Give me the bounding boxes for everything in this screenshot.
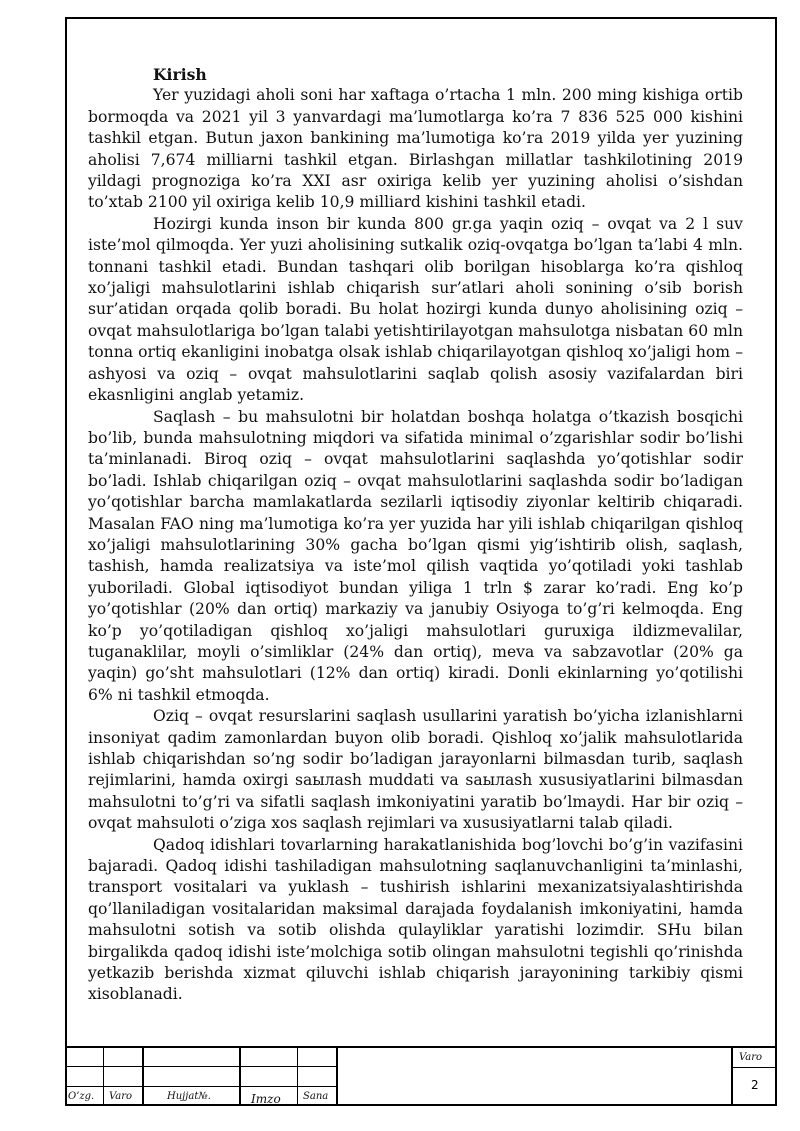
stamp-col-line: [336, 1046, 338, 1106]
stamp-label-ozg: O’zg.: [68, 1091, 95, 1102]
stamp-border-top: [65, 1046, 777, 1048]
stamp-label-imzo: Imzo: [251, 1092, 281, 1106]
section-heading: Kirish: [153, 65, 207, 84]
stamp-row-line: [732, 1067, 777, 1068]
stamp-label-varo: Varo: [109, 1091, 133, 1102]
stamp-label-varo-right: Varo: [739, 1052, 763, 1063]
paragraph: Qadoq idishlari tovarlarning harakatlanishida bog’lovchi bo’g’in vazifasini bajaradi. Qadoq idishi tashiladigan mahsulotning saqlanuvchanligini ta’minlashi, transport vositalari va yuklash – tushirish ishlarini mexanizatsiyalashtirishda qo’llaniladigan vositalaridan maksimal darajada foydalanish imkoniyatini, hamda mahsulotni sotish va sotib olishda qulayliklar yaratishi lozimdir. SHu bilan birgalikda qadoq idishi iste’molchiga sotib olingan mahsulotni tegishli qo’rinishda yetkazib berishda xizmat qiluvchi ishlab chiqarish jarayonining tarkibiy qismi xisoblanadi.: [88, 835, 743, 1004]
stamp-col-line: [731, 1046, 733, 1106]
paragraph: Saqlash – bu mahsulotni bir holatdan boshqa holatga o’tkazish bosqichi bo’lib, bunda mahsulotning miqdori va sifatida minimal o’zgarishlar sodir bo’lishi ta’minlanadi. Biroq oziq – ovqat mahsulotlarini saqlashda yo’qotishlar sodir bo’ladi. Ishlab chiqarilgan oziq – ovqat mahsulotlarini saqlashda sodir bo’ladigan yo’qotishlar barcha mamlakatlarda sezilarli iqtisodiy ziyonlar keltirib chiqaradi. Masalan FAO ning ma’lumotiga ko’ra yer yuzida har yili ishlab chiqarilgan qishloq xo’jaligi mahsulotlarining 30% gacha bo’lgan qismi yig’ishtirib olish, saqlash, tashish, hamda realizatsiya va iste’mol qilish vaqtida yo’qotiladi yoki tashlab yuboriladi. Global iqtisodiyot bundan yiliga 1 trln $ zarar ko’radi. Eng ko’p yo’qotishlar (20% dan ortiq) markaziy va janubiy Osiyoga to’g’ri kelmoqda. Eng ko’p yo’qotiladigan qishloq xo’jaligi mahsulotlari guruxiga ildizmevalilar, tuganaklilar, moyli o’simliklar (24% dan ortiq), meva va sabzavotlar (20% ga yaqin) go’sht mahsulotlari (12% dan ortiq) kiradi. Donli ekinlarning yo’qotilishi 6% ni tashkil etmoqda.: [88, 407, 743, 704]
page-number: 2: [751, 1078, 759, 1092]
paragraph: Oziq – ovqat resurslarini saqlash usullarini yaratish bo’yicha izlanishlarni insoniyat qadim zamonlardan buyon olib boradi. Qishloq xo’jalik mahsulotlarida ishlab chiqarishdan so’ng sodir bo’ladigan jarayonlarni bilmasdan turib, saqlash rejimlarini, hamda oxirgi saылash muddati va saылash xususiyatlarini bilmasdan mahsulotni to’g’ri va sifatli saqlash imkoniyatini yaratib bo’lmaydi. Har bir oziq – ovqat mahsuloti o’ziga xos saqlash rejimlari va xususiyatlarni talab qiladi.: [88, 707, 743, 833]
document-body: [88, 64, 743, 1006]
paragraph: Hozirgi kunda inson bir kunda 800 gr.ga yaqin oziq – ovqat va 2 l suv iste’mol qilmoqda. Yer yuzi aholisining sutkalik oziq-ovqatga bo’lgan ta’labi 4 mln. tonnani tashkil etadi. Bundan tashqari olib borilgan hisoblarga ko’ra qishloq xo’jaligi mahsulotlarini ishlab chiqarish sur’atlari aholi sonining o’sib borish sur’atidan orqada qolib boradi. Bu holat hozirgi kunda dunyo aholisining oziq – ovqat mahsulotlariga bo’lgan talabi yetishtirilayotgan mahsulotga nisbatan 60 mln tonna ortiq ekanligini inobatga olsak ishlab chiqarilayotgan qishloq xo’jaligi hom – ashyosi va oziq – ovqat mahsulotlarini saqlab qolish asosiy vazifalardan biri ekasnligini anglab yetamiz.: [88, 214, 743, 405]
stamp-label-hujjat: Hujjat№.: [167, 1091, 211, 1102]
stamp-col-line: [142, 1046, 144, 1106]
stamp-row-line: [65, 1066, 336, 1067]
stamp-label-sana: Sana: [303, 1091, 329, 1102]
paragraph: Yer yuzidagi aholi soni har xaftaga o’rtacha 1 mln. 200 ming kishiga ortib bormoqda va 2021 yil 3 yanvardagi ma’lumotlarga ko’ra 7 836 525 000 kishini tashkil etgan. Butun jaxon bankining ma’lumotiga ko’ra 2019 yilda yer yuzining aholisi 7,674 milliarni tashkil etgan. Birlashgan millatlar tashkilotining 2019 yildagi prognoziga ko’ra XXI asr oxiriga kelib yer yuzining aholisi o’sishdan to’xtab 2100 yil oxiriga kelib 10,9 milliard kishini tashkil etadi.: [88, 86, 743, 212]
stamp-col-line: [297, 1046, 298, 1106]
stamp-row-line: [65, 1086, 336, 1087]
title-block-stamp: [65, 1046, 777, 1106]
stamp-col-line: [239, 1046, 241, 1106]
stamp-col-line: [103, 1046, 104, 1106]
